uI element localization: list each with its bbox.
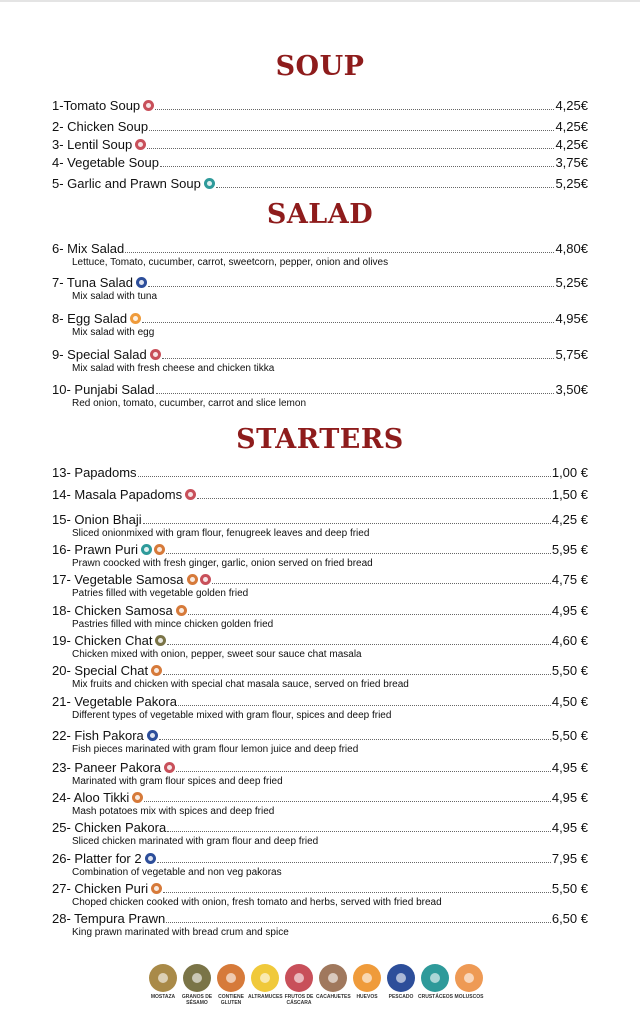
legend-item <box>216 964 246 1006</box>
gluten-icon <box>187 574 198 585</box>
menu-item-row <box>52 631 588 649</box>
item-price: 5,50 € <box>551 728 588 743</box>
frutos-cascara-icon <box>185 489 196 500</box>
pescado-icon <box>145 853 156 864</box>
menu-item <box>52 788 588 818</box>
item-name: 27- Chicken Puri <box>52 881 149 896</box>
item-price: 6,50 € <box>551 911 588 926</box>
allergen-icons <box>176 605 187 616</box>
sesamo-icon <box>155 635 166 646</box>
section-title-soup: SOUP <box>275 51 365 82</box>
frutos-cascara-icon <box>143 100 154 111</box>
menu-item-row <box>52 510 588 528</box>
allergen-icons <box>151 883 162 894</box>
allergen-icons <box>204 178 215 189</box>
dot-leader <box>162 358 555 359</box>
item-description: Mash potatoes mix with spices and deep fried <box>72 806 275 817</box>
item-price: 4,25€ <box>555 98 588 113</box>
item-price: 4,25€ <box>555 137 588 152</box>
dot-leader <box>147 148 554 149</box>
item-price: 4,75 € <box>551 572 588 587</box>
gluten-icon <box>151 665 162 676</box>
menu-item-row <box>52 239 588 257</box>
allergen-icons <box>135 139 146 150</box>
legend-item <box>454 964 484 1006</box>
dot-leader <box>148 286 555 287</box>
dot-leader <box>216 187 555 188</box>
item-name: 8- Egg Salad <box>52 311 128 326</box>
item-price: 1,00 € <box>551 465 588 480</box>
menu-item-row <box>52 117 588 135</box>
item-description: Pastries filled with mince chicken golden fried <box>72 619 274 630</box>
allergen-icons <box>147 730 158 741</box>
item-price: 4,95 € <box>551 820 588 835</box>
dot-leader <box>163 892 551 893</box>
dot-leader <box>138 476 551 477</box>
gluten-icon <box>151 883 162 894</box>
menu-item <box>52 540 588 570</box>
crustaceos-icon <box>204 178 215 189</box>
menu-item-row <box>52 485 588 503</box>
menu-item-row <box>52 345 588 363</box>
item-name: 6- Mix Salad <box>52 241 125 256</box>
menu-item <box>52 485 588 503</box>
menu-item-row <box>52 909 588 927</box>
legend-item <box>148 964 178 1006</box>
item-name: 3- Lentil Soup <box>52 137 133 152</box>
dot-leader <box>160 166 554 167</box>
menu-item-row <box>52 692 588 710</box>
dot-leader <box>188 614 551 615</box>
mostaza-icon <box>149 964 177 992</box>
menu-item <box>52 692 588 722</box>
item-price: 5,50 € <box>551 663 588 678</box>
moluscos-icon <box>455 964 483 992</box>
item-name: 10- Punjabi Salad <box>52 382 155 397</box>
crustaceos-icon <box>141 544 152 555</box>
item-description: Different types of vegetable mixed with gram flour, spices and deep fried <box>72 710 392 721</box>
menu-item-row <box>52 726 588 744</box>
item-name: 14- Masala Papadoms <box>52 487 183 502</box>
item-description: Lettuce, Tomato, cucumber, carrot, sweetcorn, pepper, onion and olives <box>72 257 389 268</box>
item-description: Mix salad with egg <box>72 327 155 338</box>
item-description: Mix fruits and chicken with special chat masala sauce, served on fried bread <box>72 679 409 690</box>
menu-item-row <box>52 96 588 114</box>
menu-item <box>52 818 588 848</box>
menu-item <box>52 631 588 661</box>
legend-item <box>182 964 212 1006</box>
item-name: 9- Special Salad <box>52 347 147 362</box>
menu-item <box>52 153 588 171</box>
item-description: Mix salad with fresh cheese and chicken tikka <box>72 363 275 374</box>
item-name: 18- Chicken Samosa <box>52 603 173 618</box>
menu-item <box>52 726 588 756</box>
menu-item-row <box>52 661 588 679</box>
item-price: 4,50 € <box>551 694 588 709</box>
menu-item-row <box>52 463 588 481</box>
menu-item-row <box>52 570 588 588</box>
frutos-cascara-icon <box>200 574 211 585</box>
item-name: 13- Papadoms <box>52 465 137 480</box>
legend-label: CACAHUETES <box>316 994 351 1000</box>
item-name: 25- Chicken Pakora <box>52 820 167 835</box>
frutos-cascara-icon <box>164 762 175 773</box>
menu-item-row <box>52 380 588 398</box>
item-name: 26- Platter for 2 <box>52 851 142 866</box>
sesamo-icon <box>183 964 211 992</box>
item-description: Fish pieces marinated with gram flour lemon juice and deep fried <box>72 744 359 755</box>
menu-item-row <box>52 879 588 897</box>
menu-item <box>52 273 588 303</box>
item-description: Prawn coocked with fresh ginger, garlic, onion served on fried bread <box>72 558 373 569</box>
allergen-icons <box>151 665 162 676</box>
dot-leader <box>197 498 551 499</box>
gluten-icon <box>217 964 245 992</box>
dot-leader <box>143 523 551 524</box>
item-price: 4,95€ <box>555 311 588 326</box>
menu-item <box>52 661 588 691</box>
item-description: King prawn marinated with bread crum and spice <box>72 927 289 938</box>
dot-leader <box>178 705 551 706</box>
dot-leader <box>212 583 551 584</box>
dot-leader <box>167 644 550 645</box>
item-name: 17- Vegetable Samosa <box>52 572 184 587</box>
menu-item <box>52 309 588 339</box>
frutos-cascara-icon <box>150 349 161 360</box>
allergen-icons <box>150 349 161 360</box>
item-name: 19- Chicken Chat <box>52 633 153 648</box>
item-price: 4,95 € <box>551 603 588 618</box>
item-description: Patries filled with vegetable golden fried <box>72 588 249 599</box>
menu-item-row <box>52 135 588 153</box>
item-price: 5,25€ <box>555 176 588 191</box>
menu-item-row <box>52 818 588 836</box>
allergen-icons <box>136 277 147 288</box>
legend-label: CONTIENE GLUTEN <box>218 994 244 1006</box>
item-price: 4,25 € <box>551 512 588 527</box>
item-price: 5,25€ <box>555 275 588 290</box>
allergen-icons <box>143 100 154 111</box>
item-name: 4- Vegetable Soup <box>52 155 159 170</box>
menu-item-row <box>52 174 588 192</box>
legend-label: GRANOS DE SÉSAMO <box>181 994 213 1006</box>
dot-leader <box>155 109 554 110</box>
item-name: 21- Vegetable Pakora <box>52 694 178 709</box>
menu-item <box>52 909 588 939</box>
frutos-cascara-icon <box>135 139 146 150</box>
allergen-legend <box>148 964 484 1006</box>
item-name: 28- Tempura Prawn <box>52 911 166 926</box>
gluten-icon <box>154 544 165 555</box>
legend-label: FRUTOS DE CÁSCARA <box>284 994 314 1006</box>
item-name: 2- Chicken Soup <box>52 119 149 134</box>
dot-leader <box>159 739 551 740</box>
dot-leader <box>125 252 554 253</box>
cacahuetes-icon <box>319 964 347 992</box>
item-description: Sliced chicken marinated with gram flour and deep fried <box>72 836 319 847</box>
item-name: 23- Paneer Pakora <box>52 760 162 775</box>
menu-item <box>52 380 588 410</box>
allergen-icons <box>164 762 175 773</box>
allergen-icons <box>185 489 196 500</box>
frutos-cascara-icon <box>285 964 313 992</box>
item-price: 3,75€ <box>555 155 588 170</box>
allergen-icons <box>130 313 141 324</box>
allergen-icons <box>187 574 211 585</box>
item-price: 5,95 € <box>551 542 588 557</box>
item-price: 4,60 € <box>551 633 588 648</box>
menu-item <box>52 117 588 135</box>
item-description: Combination of vegetable and non veg pakoras <box>72 867 282 878</box>
item-name: 24- Aloo Tikki <box>52 790 130 805</box>
allergen-icons <box>132 792 143 803</box>
item-price: 3,50€ <box>555 382 588 397</box>
item-price: 4,80€ <box>555 241 588 256</box>
menu-item <box>52 174 588 192</box>
menu-item <box>52 849 588 879</box>
item-price: 4,25€ <box>555 119 588 134</box>
item-name: 7- Tuna Salad <box>52 275 133 290</box>
menu-item <box>52 96 588 114</box>
menu-item <box>52 510 588 540</box>
item-description: Sliced onionmixed with gram flour, fenugreek leaves and deep fried <box>72 528 370 539</box>
legend-label: ALTRAMUCES <box>248 994 283 1000</box>
legend-label: MOLUSCOS <box>454 994 484 1000</box>
menu-item <box>52 463 588 481</box>
gluten-icon <box>132 792 143 803</box>
menu-item <box>52 601 588 631</box>
menu-item-row <box>52 309 588 327</box>
menu-item <box>52 570 588 600</box>
item-name: 15- Onion Bhaji <box>52 512 142 527</box>
gluten-icon <box>176 605 187 616</box>
dot-leader <box>157 862 551 863</box>
legend-label: HUEVOS <box>356 994 378 1000</box>
item-description: Red onion, tomato, cucumber, carrot and slice lemon <box>72 398 307 409</box>
altramuces-icon <box>251 964 279 992</box>
legend-item <box>352 964 382 1006</box>
top-divider <box>0 0 640 2</box>
item-price: 1,50 € <box>551 487 588 502</box>
dot-leader <box>144 801 551 802</box>
allergen-icons <box>155 635 166 646</box>
item-description: Chicken mixed with onion, pepper, sweet sour sauce chat masala <box>72 649 362 660</box>
item-name: 5- Garlic and Prawn Soup <box>52 176 201 191</box>
item-price: 4,95 € <box>551 790 588 805</box>
legend-label: PESCADO <box>388 994 414 1000</box>
menu-item-row <box>52 758 588 776</box>
menu-item-row <box>52 273 588 291</box>
menu-item <box>52 135 588 153</box>
dot-leader <box>149 130 554 131</box>
huevos-icon <box>353 964 381 992</box>
menu-item-row <box>52 601 588 619</box>
dot-leader <box>166 553 551 554</box>
legend-label: MOSTAZA <box>150 994 176 1000</box>
legend-item <box>284 964 314 1006</box>
item-price: 5,75€ <box>555 347 588 362</box>
item-price: 5,50 € <box>551 881 588 896</box>
menu-item-row <box>52 788 588 806</box>
legend-item <box>386 964 416 1006</box>
item-description: Mix salad with tuna <box>72 291 158 302</box>
dot-leader <box>142 322 554 323</box>
pescado-icon <box>147 730 158 741</box>
menu-item <box>52 758 588 788</box>
allergen-icons <box>145 853 156 864</box>
pescado-icon <box>136 277 147 288</box>
item-price: 4,95 € <box>551 760 588 775</box>
item-description: Choped chicken cooked with onion, fresh tomato and herbs, served with fried bread <box>72 897 442 908</box>
menu-item-row <box>52 540 588 558</box>
item-description: Marinated with gram flour spices and deep fried <box>72 776 283 787</box>
item-name: 16- Prawn Puri <box>52 542 138 557</box>
item-price: 7,95 € <box>551 851 588 866</box>
dot-leader <box>166 922 551 923</box>
huevos-icon <box>130 313 141 324</box>
menu-item-row <box>52 153 588 171</box>
allergen-icons <box>141 544 165 555</box>
dot-leader <box>163 674 551 675</box>
menu-item <box>52 345 588 375</box>
menu-item <box>52 239 588 269</box>
legend-item <box>248 964 283 1006</box>
pescado-icon <box>387 964 415 992</box>
dot-leader <box>176 771 551 772</box>
item-name: 20- Special Chat <box>52 663 149 678</box>
section-title-salad: SALAD <box>266 199 374 230</box>
item-name: 1-Tomato Soup <box>52 98 141 113</box>
menu-item-row <box>52 849 588 867</box>
dot-leader <box>156 393 555 394</box>
legend-item <box>418 964 454 1006</box>
item-name: 22- Fish Pakora <box>52 728 144 743</box>
crustaceos-icon <box>421 964 449 992</box>
menu-item <box>52 879 588 909</box>
legend-item <box>316 964 351 1006</box>
legend-label: CRUSTÁCEOS <box>418 994 454 1000</box>
dot-leader <box>167 831 551 832</box>
section-title-starters: STARTERS <box>236 424 404 455</box>
